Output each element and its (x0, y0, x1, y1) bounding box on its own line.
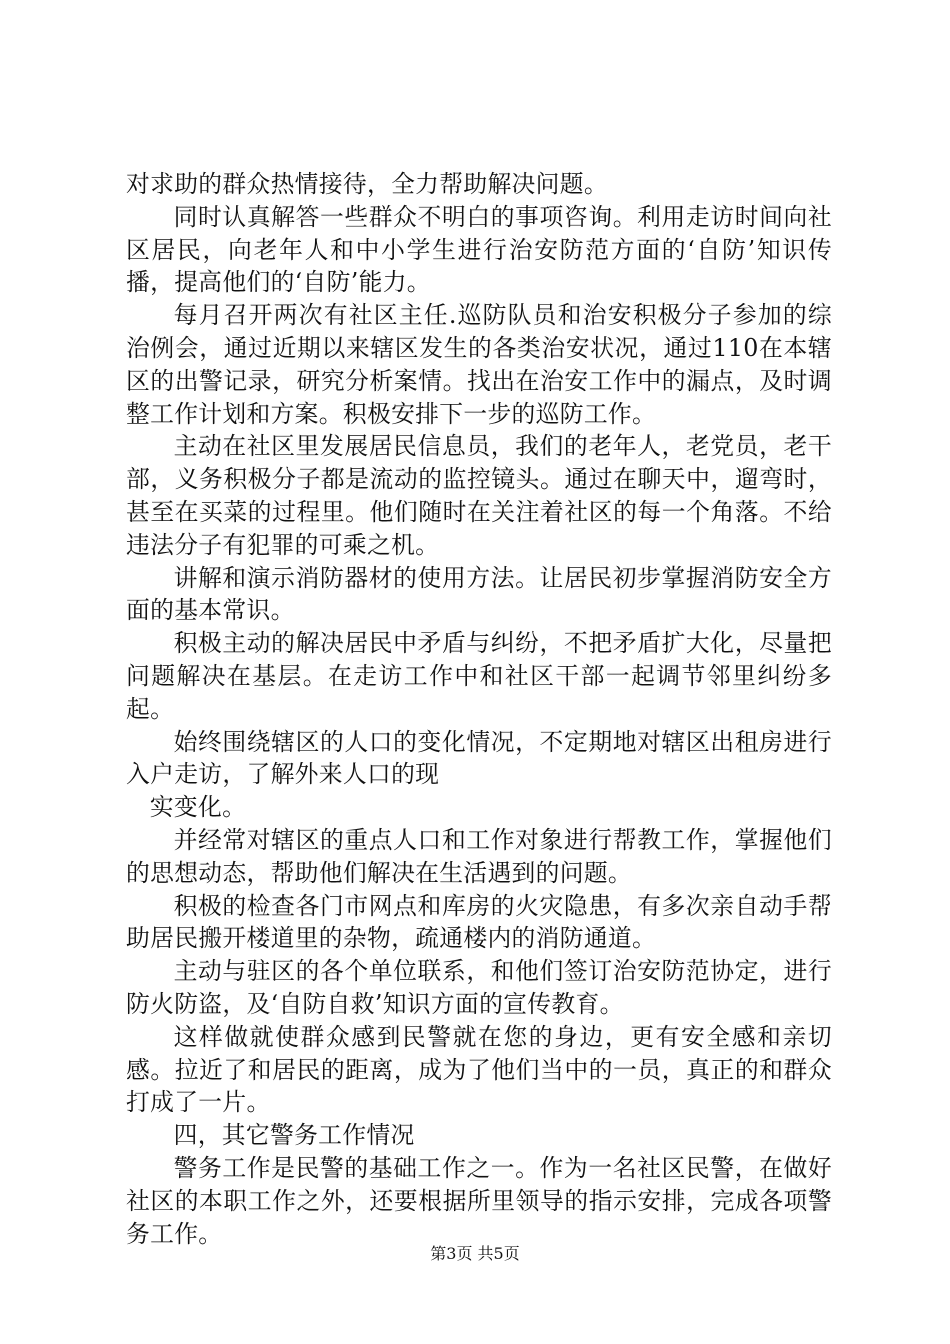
paragraph: 这样做就使群众感到民警就在您的身边，更有安全感和亲切感。拉近了和居民的距离，成为了他们当中的一员，真正的和群众打成了一片。 (126, 1022, 832, 1117)
paragraph: 主动在社区里发展居民信息员，我们的老年人，老党员，老干部，义务积极分子都是流动的监控镜头。通过在聊天中，遛弯时，甚至在买菜的过程里。他们随时在关注着社区的每一个角落。不给违法分子有犯罪的可乘之机。 (126, 432, 832, 559)
paragraph: 始终围绕辖区的人口的变化情况，不定期地对辖区出租房进行入户走访，了解外来人口的现 (126, 727, 832, 789)
paragraph: 警务工作是民警的基础工作之一。作为一名社区民警，在做好社区的本职工作之外，还要根据所里领导的指示安排，完成各项警务工作。 (126, 1153, 832, 1248)
paragraph: 对求助的群众热情接待，全力帮助解决问题。 (126, 170, 608, 198)
page-number-footer: 第3页 共5页 (430, 1244, 520, 1263)
paragraph: 积极主动的解决居民中矛盾与纠纷，不把矛盾扩大化，尽量把问题解决在基层。在走访工作中和社区干部一起调节邻里纠纷多起。 (126, 629, 832, 723)
document-body (126, 168, 832, 1250)
paragraph: 并经常对辖区的重点人口和工作对象进行帮教工作，掌握他们的思想动态，帮助他们解决在生活遇到的问题。 (126, 825, 832, 887)
section-heading: 四，其它警务工作情况 (173, 1121, 415, 1150)
paragraph: 讲解和演示消防器材的使用方法。让居民初步掌握消防安全方面的基本常识。 (126, 563, 832, 625)
paragraph: 主动与驻区的各个单位联系，和他们签订治安防范协定，进行防火防盗，及‘自防自救’知识方面的宣传教育。 (126, 957, 832, 1018)
paragraph: 积极的检查各门市网点和库房的火灾隐患，有多次亲自动手帮助居民搬开楼道里的杂物，疏通楼内的消防通道。 (126, 891, 832, 953)
paragraph: 同时认真解答一些群众不明白的事项咨询。利用走访时间向社区居民，向老年人和中小学生进行治安防范方面的‘自防’知识传播，提高他们的‘自防’能力。 (126, 202, 832, 297)
paragraph: 实变化。 (149, 793, 247, 822)
paragraph: 每月召开两次有社区主任.巡防队员和治安积极分子参加的综治例会，通过近期以来辖区发生的各类治安状况，通过110在本辖区的出警记录，研究分析案情。找出在治安工作中的漏点，及时调整工作计划和方案。积极安排下一步的巡防工作。 (126, 301, 832, 428)
